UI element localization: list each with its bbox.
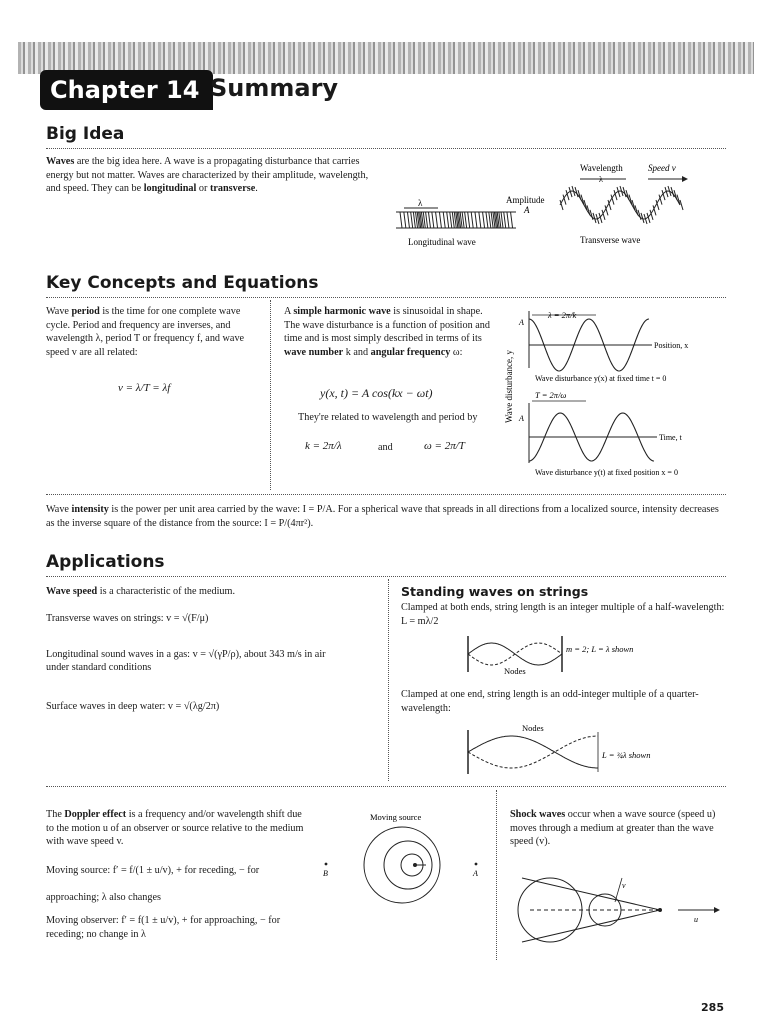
shw-text <box>284 305 494 359</box>
text: are the big idea here. A wave is a propagating disturbance that carries energy but not matter. Waves are characterized by their amplitude, wavelength, and speed. They can be <box>46 156 369 194</box>
doppler-figure <box>318 808 488 918</box>
text: is a characteristic of the medium. <box>97 586 235 597</box>
text: or <box>196 183 210 194</box>
length-label: L = ¾λ shown <box>602 750 651 760</box>
standing-text-1: Clamped at both ends, string length is an integer multiple of a half-wavelength: L = mλ/2 <box>401 602 725 627</box>
text: The <box>46 809 65 820</box>
transverse-caption: Transverse wave <box>580 235 641 245</box>
longitudinal-caption: Longitudinal wave <box>408 237 476 247</box>
bold-term: intensity <box>71 504 109 515</box>
divider <box>46 576 726 577</box>
bold-term: angular frequency <box>370 346 451 358</box>
big-idea-heading: Big Idea <box>46 124 125 144</box>
water-speed: Surface waves in deep water: v = √(λg/2π) <box>46 701 220 712</box>
intensity-text <box>46 503 728 530</box>
bold-term: Doppler effect <box>64 809 127 820</box>
standing-wave-curve <box>468 643 562 665</box>
period-formula: T = 2π/ω <box>535 390 567 400</box>
sound-speed-note: under standard conditions <box>46 662 152 673</box>
amplitude-A: A <box>524 205 530 215</box>
y-axis-label: Wave disturbance, y <box>504 350 514 423</box>
bold-term: Wave speed <box>46 586 98 597</box>
caption-fixed-time: Wave disturbance y(x) at fixed time t = 0 <box>535 374 667 383</box>
u-vector: u <box>694 915 698 924</box>
longitudinal-wave <box>396 212 516 228</box>
key-concepts-heading: Key Concepts and Equations <box>46 273 319 293</box>
string-speed: Transverse waves on strings: v = √(F/μ) <box>46 613 209 624</box>
transverse-wave <box>560 186 683 224</box>
wave-speed-text <box>46 585 376 599</box>
standing-wave-curve <box>468 736 598 768</box>
applications-heading: Applications <box>46 552 165 572</box>
period-text <box>46 305 256 359</box>
nodes-label: Nodes <box>522 723 544 733</box>
position-axis-label: Position, x <box>654 341 689 350</box>
text: is the power per unit area carried by the wave: I = P/A. For a spherical wave that spreads in all directions from a localized source, intensity decreases as the inverse square of the distance from the source: I = P/(4πr²). <box>46 504 719 529</box>
standing-text-2: Clamped at one end, string length is an odd-integer multiple of a quarter-wavelength: <box>401 689 699 714</box>
wavelength-label: Wavelength <box>580 163 623 173</box>
divider <box>46 297 726 298</box>
amplitude-A: A <box>519 318 524 327</box>
divider <box>270 300 271 490</box>
text: occur when a wave source (speed u) moves through a medium at greater than the wave speed (v). <box>510 809 716 847</box>
shock-wave-figure <box>510 862 730 962</box>
text: is sinusoidal in shape. The wave disturbance is a function of position and time and is most simply described in terms of its <box>284 306 490 344</box>
text: k and <box>343 346 371 358</box>
lambda-label: λ <box>599 175 603 184</box>
bold-term: longitudinal <box>143 183 197 194</box>
standing-wave-one-end <box>462 722 702 780</box>
text: A <box>284 306 294 317</box>
time-axis-label: Time, t <box>659 433 682 442</box>
doppler-text <box>46 808 308 849</box>
caption-fixed-position: Wave disturbance y(t) at fixed position x = 0 <box>535 468 678 477</box>
bold-term: Shock waves <box>510 809 566 820</box>
page-number: 285 <box>701 1001 724 1014</box>
page-title: Summary <box>210 74 339 102</box>
moving-source-label: Moving source <box>370 812 422 822</box>
lambda-formula: λ = 2π/k <box>548 310 577 320</box>
standing-waves-heading: Standing waves on strings <box>401 584 589 599</box>
bold-term: simple harmonic wave <box>293 306 391 317</box>
related-text: They're related to wavelength and period by <box>298 412 478 423</box>
wave-equation: y(x, t) = A cos(kx − ωt) <box>320 386 433 400</box>
observer-B: B <box>323 869 328 878</box>
speed-equation: v = λ/T = λf <box>118 382 171 394</box>
k-equation: k = 2π/λ <box>305 440 342 452</box>
and-text: and <box>378 442 393 453</box>
amplitude-A: A <box>519 414 524 423</box>
bold-term: Waves <box>46 156 75 167</box>
divider <box>46 494 726 495</box>
standing-wave-both-ends <box>462 632 702 680</box>
bold-term: period <box>71 306 100 317</box>
bold-term: transverse <box>209 183 256 194</box>
v-vector: v <box>622 881 626 890</box>
bold-term: wave number <box>284 346 344 358</box>
text: ω: <box>450 346 463 358</box>
observer-A: A <box>473 869 478 878</box>
moving-observer-eq: Moving observer: f′ = f(1 ± u/v), + for approaching, − for receding; no change in λ <box>46 915 281 940</box>
shock-text <box>510 808 728 849</box>
divider <box>388 579 389 781</box>
moving-source-note: approaching; λ also changes <box>46 892 161 903</box>
nodes-label: Nodes <box>504 666 526 676</box>
divider <box>46 148 726 149</box>
omega-equation: ω = 2π/T <box>424 440 465 452</box>
speed-label: Speed v <box>648 163 676 173</box>
text: is a frequency and/or wavelength shift due to the motion u of an observer or source relative to the medium with wave speed v. <box>46 809 304 847</box>
lambda-label: λ <box>418 198 423 208</box>
mode-label: m = 2; L = λ shown <box>566 644 634 654</box>
text: . <box>255 183 258 194</box>
text: Wave <box>46 306 72 317</box>
divider <box>496 790 497 960</box>
divider <box>46 786 726 787</box>
text: is the time for one complete wave cycle. Period and frequency are inverses, and wavelength λ, period T or frequency f, and wave speed v are all related: <box>46 306 245 358</box>
chapter-label: Chapter 14 <box>40 70 213 110</box>
big-idea-text <box>46 155 376 196</box>
amplitude-label: Amplitude <box>506 195 545 205</box>
sound-speed: Longitudinal sound waves in a gas: v = √(γP/ρ), about 343 m/s in air <box>46 649 326 660</box>
moving-source-eq: Moving source: f′ = f/(1 ± u/v), + for receding, − for <box>46 865 260 876</box>
text: Wave <box>46 504 72 515</box>
sinusoid-figure <box>502 303 727 483</box>
wave-types-figure <box>390 155 730 250</box>
